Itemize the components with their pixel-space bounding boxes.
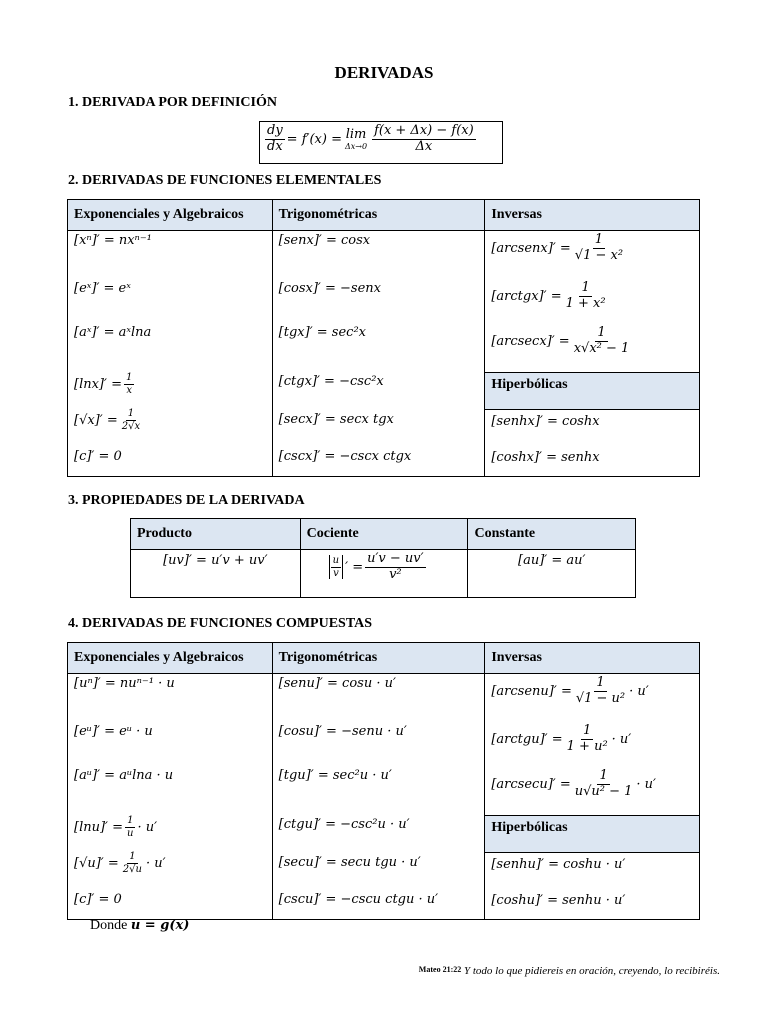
formula-hyp-1: [coshx]′ = senhx: [491, 450, 600, 465]
header-exponenciales: Exponenciales y Algebraicos: [68, 200, 273, 231]
formula-comp-exp-0: [uⁿ]′ = nuⁿ⁻¹ · u: [74, 676, 175, 691]
formula-trig-0: [senx]′ = cosx: [278, 233, 371, 248]
formula-comp-exp-2: [aᵘ]′ = aᵘlna · u: [74, 768, 174, 783]
header-inversas: Inversas: [485, 200, 700, 231]
section-heading-propiedades: 3. PROPIEDADES DE LA DERIVADA: [68, 493, 305, 508]
formula-comp-trig-4: [secu]′ = secu tgu · u′: [278, 855, 421, 870]
formula-trig-4: [secx]′ = secx tgx: [278, 412, 394, 427]
formula-exp-5: [c]′ = 0: [74, 449, 122, 464]
footer-reference: Mateo 21:22: [418, 965, 462, 974]
formula-comp-exp-4: [√u]′ = $\frac{1}{2√u}$ · u′: [74, 851, 166, 875]
formula-cociente: $\frac{u}{v}$ ′ = $\frac{u'v - uv'}{\text{v²}}$: [301, 550, 468, 583]
header-hiperbolicas-compuestas: Hiperbólicas: [485, 816, 700, 853]
lim-sub: Δx→0: [344, 142, 368, 152]
formula-trig-2: [tgx]′ = sec²x: [278, 325, 366, 340]
header-producto: Producto: [131, 519, 301, 550]
formula-comp-exp-1: [eᵘ]′ = eᵘ · u: [74, 724, 153, 739]
formula-exp-4: [√x]′ = $\frac{1}{2√x}$: [74, 408, 141, 432]
donde-expression: u = g(x): [130, 918, 190, 933]
formula-inv-2: [arcsecx]′ = $\frac{1}{\text{x√x² − 1}}$: [491, 325, 630, 356]
table-elementales: [67, 199, 700, 477]
formula-comp-exp-5: [c]′ = 0: [74, 892, 122, 907]
formula-constante: [au]′ = au′: [518, 553, 586, 568]
formula-comp-trig-2: [tgu]′ = sec²u · u′: [278, 768, 392, 783]
formula-trig-1: [cosx]′ = −senx: [278, 281, 381, 296]
header-trigonometricas: Trigonométricas: [272, 200, 485, 231]
formula-comp-trig-0: [senu]′ = cosu · u′: [278, 676, 396, 691]
formula-trig-3: [ctgx]′ = −csc²x: [278, 374, 384, 389]
formula-comp-trig-1: [cosu]′ = −senu · u′: [278, 724, 407, 739]
donde-label: Donde: [90, 918, 131, 933]
formula-exp-1: [eˣ]′ = eˣ: [74, 281, 131, 296]
formula-comp-exp-3: [lnu]′ = $\frac{1}{u}$ · u′: [74, 815, 158, 839]
section-heading-definicion: 1. DERIVADA POR DEFINICIÓN: [68, 95, 277, 110]
f-prime: = f′(x) =: [286, 131, 342, 147]
donde-note: [90, 918, 189, 934]
header-hiperbolicas: Hiperbólicas: [485, 373, 700, 410]
formula-comp-inv-1: [arctgu]′ = $\frac{1}{\text{1 + u²}}$ · u′: [491, 723, 632, 754]
formula-trig-5: [cscx]′ = −cscx ctgx: [278, 449, 412, 464]
formula-producto: [uv]′ = u′v + uv′: [163, 553, 268, 568]
header-cociente: Cociente: [300, 519, 468, 550]
formula-comp-trig-5: [cscu]′ = −cscu ctgu · u′: [278, 892, 439, 907]
dy: dy: [267, 123, 283, 138]
footer-quote: [419, 965, 720, 977]
formula-exp-3: [lnx]′ = $\frac{1}{x}$: [74, 372, 133, 396]
header-inversas-compuestas: Inversas: [485, 643, 700, 674]
header-exponenciales-compuestas: Exponenciales y Algebraicos: [68, 643, 273, 674]
formula-comp-inv-2: [arcsecu]′ = $\frac{1}{\text{u√u² − 1}}$ · u′: [491, 768, 657, 799]
dx: dx: [267, 138, 283, 154]
table-compuestas: [67, 642, 700, 920]
header-trigonometricas-compuestas: Trigonométricas: [272, 643, 485, 674]
difference-quotient-denominator: Δx: [415, 138, 433, 154]
formula-comp-hyp-1: [coshu]′ = senhu · u′: [491, 893, 626, 908]
table-propiedades: [130, 518, 636, 598]
formula-exp-0: [xⁿ]′ = nxⁿ⁻¹: [74, 233, 152, 248]
formula-comp-hyp-0: [senhu]′ = coshu · u′: [491, 857, 626, 872]
lim-label: lim: [345, 127, 367, 143]
header-constante: Constante: [468, 519, 636, 550]
formula-exp-2: [aˣ]′ = aˣlna: [74, 325, 152, 340]
page-title: DERIVADAS: [334, 63, 434, 82]
formula-hyp-0: [senhx]′ = coshx: [491, 414, 600, 429]
footer-quote-text: Y todo lo que pidiereis en oración, creyendo, lo recibiréis.: [463, 965, 720, 977]
formula-inv-1: [arctgx]′ = $\frac{1}{\text{1 + x²}}$: [491, 280, 606, 311]
formula-comp-inv-0: [arcsenu]′ = $\frac{1}{\text{√1 − u²}}$ · u′: [491, 675, 649, 706]
definition-formula: [263, 124, 478, 155]
section-heading-elementales: 2. DERIVADAS DE FUNCIONES ELEMENTALES: [68, 173, 382, 188]
definition-formula-box: [259, 121, 503, 164]
section-heading-compuestas: 4. DERIVADAS DE FUNCIONES COMPUESTAS: [68, 616, 373, 631]
difference-quotient-numerator: f(x + Δx) − f(x): [374, 123, 474, 138]
formula-inv-0: [arcsenx]′ = $\frac{1}{\text{√1 − x²}}$: [491, 232, 624, 263]
formula-comp-trig-3: [ctgu]′ = −csc²u · u′: [278, 817, 410, 832]
